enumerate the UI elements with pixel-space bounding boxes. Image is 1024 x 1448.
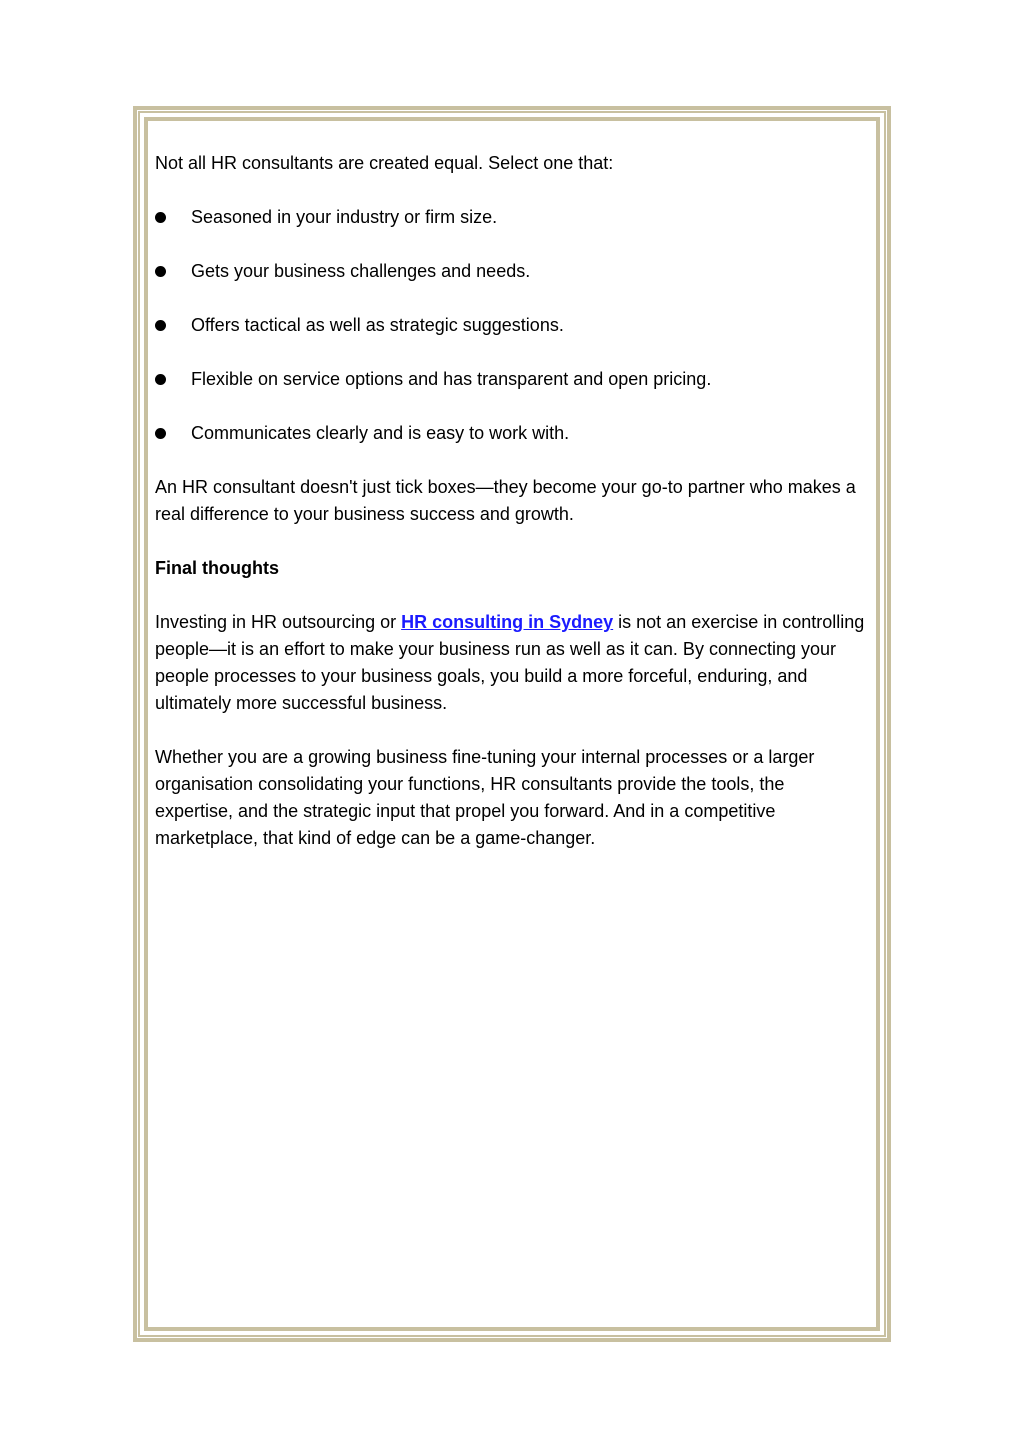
bullet-icon [155,312,191,339]
list-item-text: Flexible on service options and has transparent and open pricing. [191,369,712,389]
summary-paragraph: An HR consultant doesn't just tick boxes—they become your go-to partner who makes a real difference to your business success and growth. [155,477,856,524]
bullet-icon [155,258,191,285]
list-item [155,366,867,393]
final-paragraph-1-end: is not an exercise in controlling people—it is an effort to make your business run as well as it can. By connecting your people processes to your business goals, you build a more forceful, enduring, and ultimately more successful business. [155,612,865,713]
list-item-text: Offers tactical as well as strategic suggestions. [191,315,564,335]
list-item [155,204,867,231]
list-item [155,258,867,285]
criteria-list [155,204,867,447]
final-paragraph-1-start: Investing in HR outsourcing or [155,612,402,632]
bullet-icon [155,204,191,231]
hr-consulting-link[interactable]: HR consulting in Sydney [401,612,614,632]
list-item-text: Seasoned in your industry or firm size. [191,207,498,227]
bullet-icon [155,366,191,393]
intro-paragraph: Not all HR consultants are created equal. Select one that: [155,153,614,173]
list-item [155,312,867,339]
section-heading: Final thoughts [155,558,279,578]
list-item-text: Communicates clearly and is easy to work with. [191,423,570,443]
document-content [155,150,867,879]
list-item-text: Gets your business challenges and needs. [191,261,531,281]
bullet-icon [155,420,191,447]
final-paragraph-2: Whether you are a growing business fine-tuning your internal processes or a larger organisation consolidating your functions, HR consultants provide the tools, the expertise, and the strategic input that propel you forward. And in a competitive marketplace, that kind of edge can be a game-changer. [155,747,815,848]
final-paragraph-1 [155,609,867,717]
list-item [155,420,867,447]
